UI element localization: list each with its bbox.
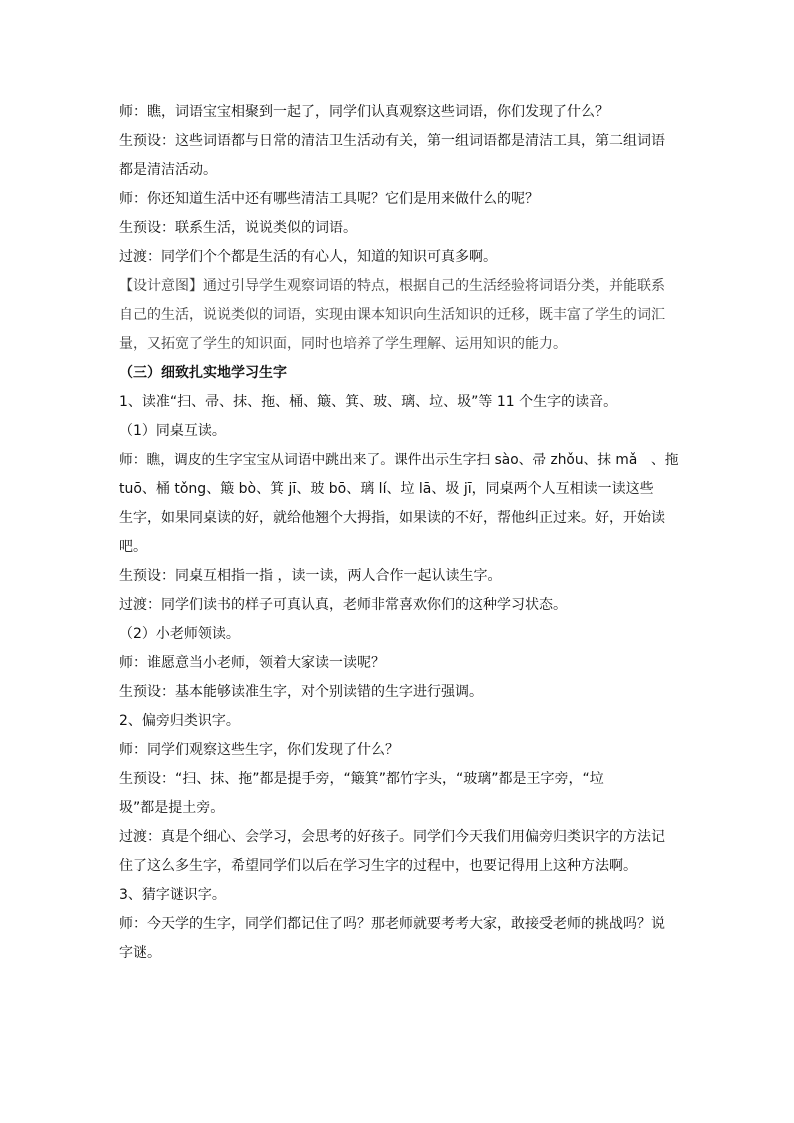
text-line: 都是清洁活动。 (119, 162, 217, 178)
text-line: 师：瞧，调皮的生字宝宝从词语中跳出来了。课件出示生字扫 sào、帚 zhǒu、抹 mǎ 、拖 (119, 452, 679, 468)
text-line: 过渡：同学们读书的样子可真认真，老师非常喜欢你们的这种学习状态。 (119, 597, 567, 613)
text-line: 过渡：真是个细心、会学习，会思考的好孩子。同学们今天我们用偏旁归类识字的方法记 (119, 829, 665, 845)
text-line: 生预设：“扫、抹、拖”都是提手旁，“簸箕”都竹字头，“玻璃”都是王字旁，“垃 (119, 771, 604, 787)
document-page (119, 98, 679, 968)
text-line: 3、猜字谜识字。 (119, 887, 226, 903)
text-line: 生预设：这些词语都与日常的清洁卫生活动有关，第一组词语都是清洁工具，第二组词语 (119, 133, 665, 149)
text-line: tuō、桶 tǒng、簸 bò、箕 jī、玻 bō、璃 lí、垃 lā、圾 jī，同桌两个人互相读一读这些 (119, 481, 654, 497)
text-line: 师：同学们观察这些生字，你们发现了什么？ (119, 742, 399, 758)
text-line: 师：今天学的生字，同学们都记住了吗？那老师就要考考大家，敢接受老师的挑战吗？说 (119, 916, 665, 932)
text-line: 字谜。 (119, 945, 161, 961)
text-line: （2）小老师领读。 (119, 626, 240, 642)
text-line: 1、读准“扫、帚、抹、拖、桶、簸、箕、玻、璃、垃、圾”等 11 个生字的读音。 (119, 394, 618, 410)
design-intent-line: 【设计意图】通过引导学生观察词语的特点，根据自己的生活经验将词语分类，并能联系 (119, 278, 665, 294)
design-intent-line: 自己的生活，说说类似的词语，实现由课本知识向生活知识的迁移，既丰富了学生的词汇 (119, 307, 665, 323)
text-line: 师：你还知道生活中还有哪些清洁工具呢？它们是用来做什么的呢？ (119, 191, 539, 207)
text-line: 师：谁愿意当小老师，领着大家读一读呢？ (119, 655, 385, 671)
text-line: 生预设：基本能够读准生字，对个别读错的生字进行强调。 (119, 684, 483, 700)
text-line: （1）同桌互读。 (119, 423, 226, 439)
text-line: 生预设：同桌互相指一指 ，读一读，两人合作一起认读生字。 (119, 568, 502, 584)
design-intent-line: 量，又拓宽了学生的知识面，同时也培养了学生理解、运用知识的能力。 (119, 336, 567, 352)
text-line: 住了这么多生字，希望同学们以后在学习生字的过程中，也要记得用上这种方法啊。 (119, 858, 637, 874)
text-line: 2、偏旁归类识字。 (119, 713, 240, 729)
section-heading: （三）细致扎实地学习生字 (119, 365, 287, 381)
text-line: 过渡：同学们个个都是生活的有心人，知道的知识可真多啊。 (119, 249, 497, 265)
text-line: 生预设：联系生活，说说类似的词语。 (119, 220, 357, 236)
text-line: 生字，如果同桌读的好，就给他翘个大拇指，如果读的不好，帮他纠正过来。好，开始读 (119, 510, 665, 526)
text-line: 师：瞧，词语宝宝相聚到一起了，同学们认真观察这些词语，你们发现了什么？ (119, 104, 609, 120)
text-line: 圾”都是提土旁。 (119, 800, 225, 816)
text-line: 吧。 (119, 539, 147, 555)
